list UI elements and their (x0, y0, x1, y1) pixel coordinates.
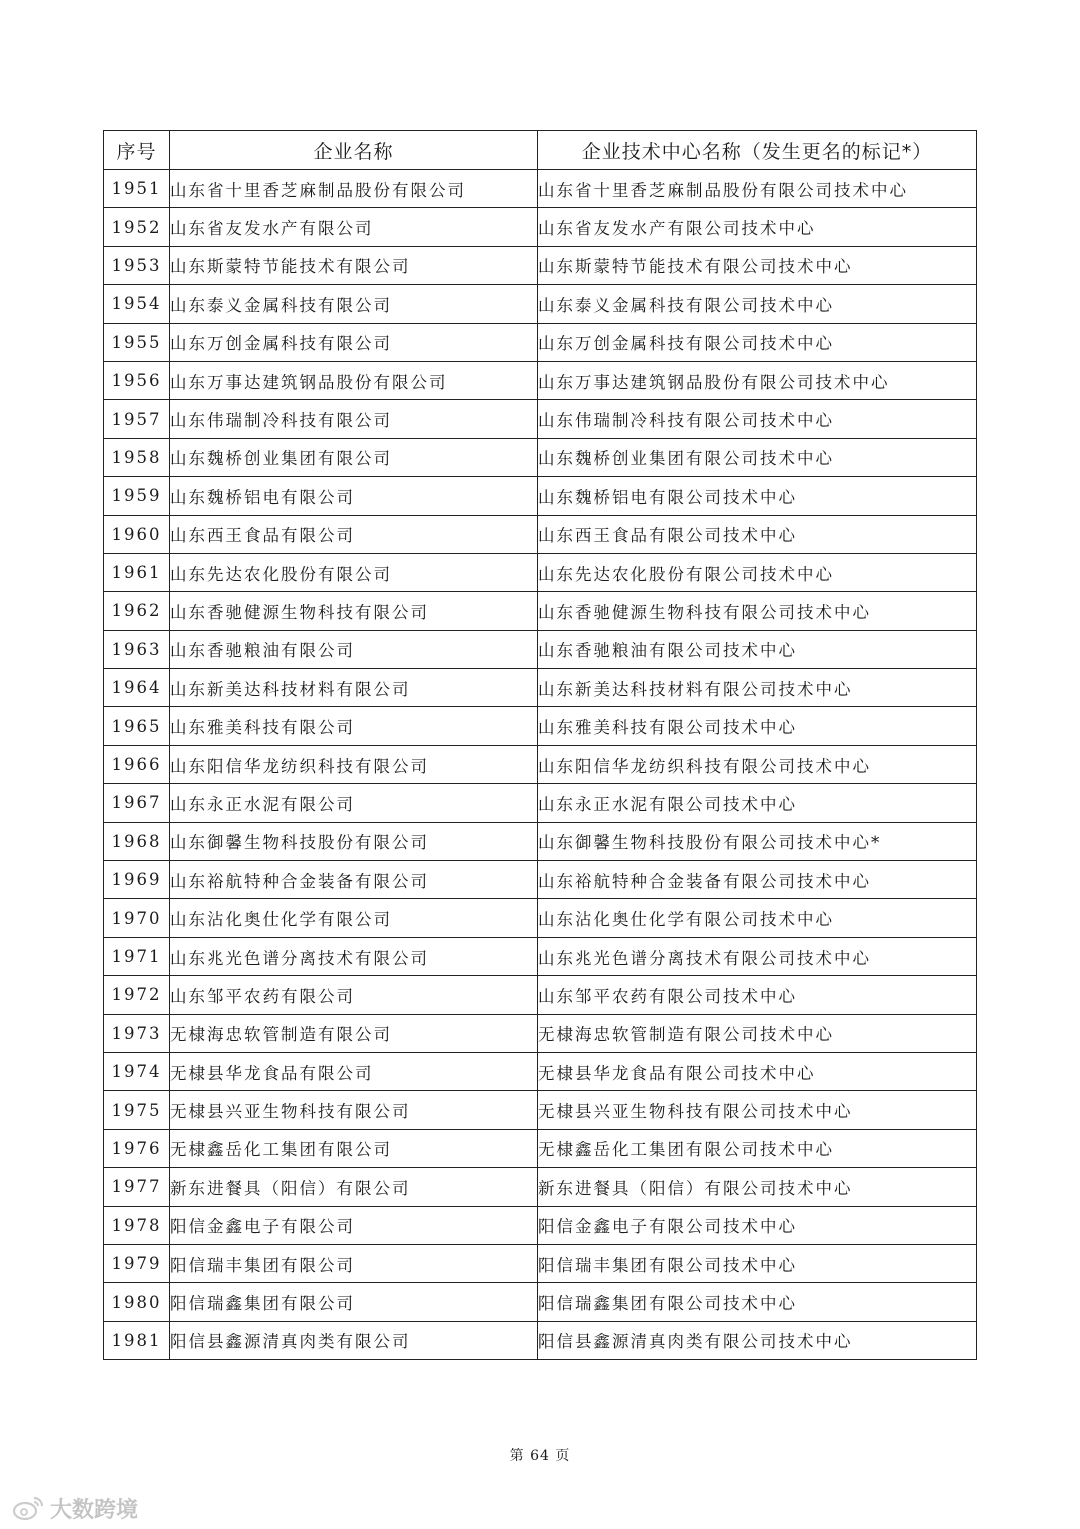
header-serial-number: 序号 (104, 131, 170, 170)
company-name-cell: 山东西王食品有限公司 (170, 515, 538, 553)
serial-number-cell: 1968 (104, 822, 170, 860)
company-name-cell: 山东御馨生物科技股份有限公司 (170, 822, 538, 860)
company-name-cell: 山东雅美科技有限公司 (170, 707, 538, 745)
company-name-cell: 阳信县鑫源清真肉类有限公司 (170, 1321, 538, 1359)
table-row (104, 784, 977, 822)
company-name-cell: 山东泰义金属科技有限公司 (170, 285, 538, 323)
company-name-cell: 阳信瑞鑫集团有限公司 (170, 1283, 538, 1321)
table-header-row (104, 131, 977, 170)
serial-number-cell: 1960 (104, 515, 170, 553)
tech-center-name-cell: 山东裕航特种合金装备有限公司技术中心 (538, 861, 977, 899)
company-name-cell: 无棣县华龙食品有限公司 (170, 1052, 538, 1090)
serial-number-cell: 1958 (104, 438, 170, 476)
serial-number-cell: 1957 (104, 400, 170, 438)
serial-number-cell: 1967 (104, 784, 170, 822)
company-name-cell: 阳信瑞丰集团有限公司 (170, 1244, 538, 1282)
watermark-text: 大数跨境 (50, 1497, 139, 1523)
table-row (104, 745, 977, 783)
table-row (104, 861, 977, 899)
serial-number-cell: 1963 (104, 630, 170, 668)
company-name-cell: 无棣鑫岳化工集团有限公司 (170, 1129, 538, 1167)
company-name-cell: 无棣县兴亚生物科技有限公司 (170, 1091, 538, 1129)
tech-center-name-cell: 山东御馨生物科技股份有限公司技术中心* (538, 822, 977, 860)
page-number: 第 64 页 (509, 1448, 571, 1464)
tech-center-name-cell: 无棣县兴亚生物科技有限公司技术中心 (538, 1091, 977, 1129)
serial-number-cell: 1951 (104, 170, 170, 208)
table-row (104, 1206, 977, 1244)
tech-center-name-cell: 山东永正水泥有限公司技术中心 (538, 784, 977, 822)
company-name-cell: 山东香驰粮油有限公司 (170, 630, 538, 668)
serial-number-cell: 1966 (104, 745, 170, 783)
company-name-cell: 山东魏桥创业集团有限公司 (170, 438, 538, 476)
serial-number-cell: 1972 (104, 976, 170, 1014)
serial-number-cell: 1954 (104, 285, 170, 323)
serial-number-cell: 1961 (104, 553, 170, 591)
serial-number-cell: 1953 (104, 246, 170, 284)
tech-center-name-cell: 山东香驰健源生物科技有限公司技术中心 (538, 592, 977, 630)
tech-center-name-cell: 阳信瑞鑫集团有限公司技术中心 (538, 1283, 977, 1321)
company-name-cell: 山东香驰健源生物科技有限公司 (170, 592, 538, 630)
table-row (104, 1244, 977, 1282)
tech-center-name-cell: 山东魏桥创业集团有限公司技术中心 (538, 438, 977, 476)
table-row (104, 899, 977, 937)
tech-center-name-cell: 阳信瑞丰集团有限公司技术中心 (538, 1244, 977, 1282)
company-name-cell: 山东新美达科技材料有限公司 (170, 669, 538, 707)
tech-center-name-cell: 山东邹平农药有限公司技术中心 (538, 976, 977, 1014)
company-name-cell: 山东沾化奥仕化学有限公司 (170, 899, 538, 937)
company-name-cell: 山东永正水泥有限公司 (170, 784, 538, 822)
table-row (104, 937, 977, 975)
company-name-cell: 山东伟瑞制冷科技有限公司 (170, 400, 538, 438)
table-row (104, 669, 977, 707)
watermark (12, 1493, 138, 1523)
serial-number-cell: 1956 (104, 361, 170, 399)
tech-center-name-cell: 山东新美达科技材料有限公司技术中心 (538, 669, 977, 707)
table-row (104, 1168, 977, 1206)
serial-number-cell: 1970 (104, 899, 170, 937)
tech-center-name-cell: 山东雅美科技有限公司技术中心 (538, 707, 977, 745)
serial-number-cell: 1962 (104, 592, 170, 630)
serial-number-cell: 1980 (104, 1283, 170, 1321)
table-row (104, 630, 977, 668)
table-row (104, 1014, 977, 1052)
weibo-logo-icon (12, 1494, 46, 1522)
table-row (104, 246, 977, 284)
serial-number-cell: 1979 (104, 1244, 170, 1282)
serial-number-cell: 1955 (104, 323, 170, 361)
table-row (104, 1052, 977, 1090)
serial-number-cell: 1969 (104, 861, 170, 899)
table-body (104, 170, 977, 1360)
tech-center-name-cell: 阳信金鑫电子有限公司技术中心 (538, 1206, 977, 1244)
table-row (104, 477, 977, 515)
serial-number-cell: 1959 (104, 477, 170, 515)
table-row (104, 323, 977, 361)
header-tech-center-name: 企业技术中心名称（发生更名的标记*） (538, 131, 977, 170)
company-name-cell: 阳信金鑫电子有限公司 (170, 1206, 538, 1244)
tech-center-name-cell: 山东先达农化股份有限公司技术中心 (538, 553, 977, 591)
serial-number-cell: 1977 (104, 1168, 170, 1206)
company-name-cell: 山东斯蒙特节能技术有限公司 (170, 246, 538, 284)
tech-center-name-cell: 山东斯蒙特节能技术有限公司技术中心 (538, 246, 977, 284)
tech-center-name-cell: 无棣海忠软管制造有限公司技术中心 (538, 1014, 977, 1052)
company-name-cell: 山东魏桥铝电有限公司 (170, 477, 538, 515)
serial-number-cell: 1974 (104, 1052, 170, 1090)
tech-center-name-cell: 山东香驰粮油有限公司技术中心 (538, 630, 977, 668)
serial-number-cell: 1976 (104, 1129, 170, 1167)
tech-center-name-cell: 无棣鑫岳化工集团有限公司技术中心 (538, 1129, 977, 1167)
table-row (104, 976, 977, 1014)
serial-number-cell: 1965 (104, 707, 170, 745)
company-name-cell: 山东万事达建筑钢品股份有限公司 (170, 361, 538, 399)
tech-center-name-cell: 山东伟瑞制冷科技有限公司技术中心 (538, 400, 977, 438)
serial-number-cell: 1975 (104, 1091, 170, 1129)
table-row (104, 400, 977, 438)
tech-center-name-cell: 无棣县华龙食品有限公司技术中心 (538, 1052, 977, 1090)
company-name-cell: 山东万创金属科技有限公司 (170, 323, 538, 361)
company-name-cell: 山东省友发水产有限公司 (170, 208, 538, 246)
tech-center-name-cell: 山东万创金属科技有限公司技术中心 (538, 323, 977, 361)
tech-center-name-cell: 阳信县鑫源清真肉类有限公司技术中心 (538, 1321, 977, 1359)
tech-center-name-cell: 山东省友发水产有限公司技术中心 (538, 208, 977, 246)
table-row (104, 822, 977, 860)
table-row (104, 1091, 977, 1129)
table-row (104, 1283, 977, 1321)
company-name-cell: 山东先达农化股份有限公司 (170, 553, 538, 591)
company-name-cell: 山东裕航特种合金装备有限公司 (170, 861, 538, 899)
enterprise-center-table (103, 130, 977, 1360)
serial-number-cell: 1978 (104, 1206, 170, 1244)
company-name-cell: 新东进餐具（阳信）有限公司 (170, 1168, 538, 1206)
table-row (104, 361, 977, 399)
tech-center-name-cell: 山东万事达建筑钢品股份有限公司技术中心 (538, 361, 977, 399)
serial-number-cell: 1973 (104, 1014, 170, 1052)
table-row (104, 515, 977, 553)
table-row (104, 285, 977, 323)
table-row (104, 208, 977, 246)
company-name-cell: 无棣海忠软管制造有限公司 (170, 1014, 538, 1052)
tech-center-name-cell: 山东阳信华龙纺织科技有限公司技术中心 (538, 745, 977, 783)
tech-center-name-cell: 山东西王食品有限公司技术中心 (538, 515, 977, 553)
tech-center-name-cell: 山东沾化奥仕化学有限公司技术中心 (538, 899, 977, 937)
serial-number-cell: 1981 (104, 1321, 170, 1359)
tech-center-name-cell: 新东进餐具（阳信）有限公司技术中心 (538, 1168, 977, 1206)
table-row (104, 438, 977, 476)
company-name-cell: 山东阳信华龙纺织科技有限公司 (170, 745, 538, 783)
company-name-cell: 山东邹平农药有限公司 (170, 976, 538, 1014)
company-name-cell: 山东省十里香芝麻制品股份有限公司 (170, 170, 538, 208)
table-row (104, 1129, 977, 1167)
table-row (104, 707, 977, 745)
table-row (104, 1321, 977, 1359)
serial-number-cell: 1952 (104, 208, 170, 246)
serial-number-cell: 1971 (104, 937, 170, 975)
tech-center-name-cell: 山东魏桥铝电有限公司技术中心 (538, 477, 977, 515)
table-row (104, 553, 977, 591)
tech-center-name-cell: 山东泰义金属科技有限公司技术中心 (538, 285, 977, 323)
tech-center-name-cell: 山东兆光色谱分离技术有限公司技术中心 (538, 937, 977, 975)
serial-number-cell: 1964 (104, 669, 170, 707)
table-row (104, 592, 977, 630)
header-company-name: 企业名称 (170, 131, 538, 170)
company-name-cell: 山东兆光色谱分离技术有限公司 (170, 937, 538, 975)
tech-center-name-cell: 山东省十里香芝麻制品股份有限公司技术中心 (538, 170, 977, 208)
table-row (104, 170, 977, 208)
